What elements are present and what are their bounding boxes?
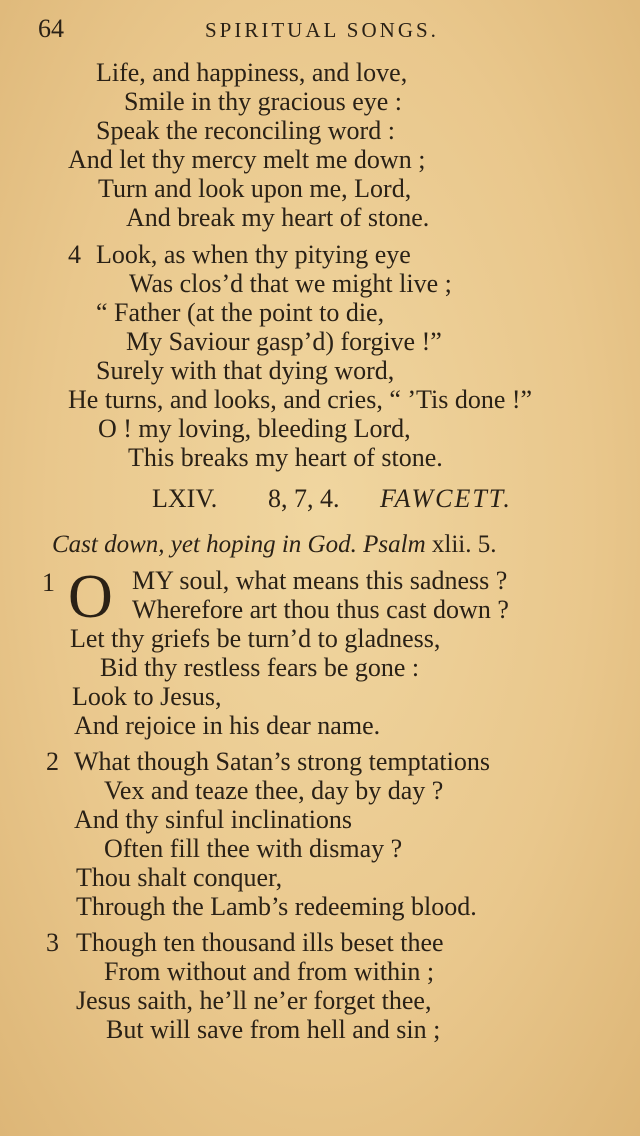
verse-line: O ! my loving, bleeding Lord,: [98, 414, 411, 443]
verse-line: Surely with that dying word,: [96, 356, 395, 385]
hymn-heading: [0, 484, 640, 516]
subtitle-part: Cast down,: [52, 531, 165, 558]
verse-line: Smile in thy gracious eye :: [124, 87, 403, 116]
verse-line: Bid thy restless fears be gone :: [100, 653, 420, 682]
verse-line: Jesus saith, he’ll ne’er forget thee,: [76, 986, 432, 1015]
hymn-author: FAWCETT.: [380, 484, 512, 513]
verse-line: Wherefore art thou thus cast down ?: [132, 595, 509, 624]
page-number: 64: [38, 14, 64, 43]
page-header: [0, 14, 640, 48]
verse-line: And thy sinful inclinations: [74, 805, 353, 834]
stanza-number: 2: [46, 747, 59, 776]
drop-cap: O: [68, 563, 113, 631]
hymn-subtitle: [52, 530, 496, 560]
verse-line: Life, and happiness, and love,: [96, 58, 408, 87]
verse-line: Let thy griefs be turn’d to gladness,: [70, 624, 441, 653]
verse-line: Was clos’d that we might live ;: [129, 269, 452, 298]
verse-line: He turns, and looks, and cries, “ ’Tis done !”: [68, 385, 533, 414]
running-title: SPIRITUAL SONGS.: [205, 18, 439, 42]
hymn-meter: 8, 7, 4.: [268, 484, 340, 513]
verse-line: Look to Jesus,: [72, 682, 222, 711]
stanza-number: 1: [42, 568, 55, 597]
verse-line: Through the Lamb’s redeeming blood.: [76, 892, 477, 921]
verse-line: And rejoice in his dear name.: [74, 711, 381, 740]
stanza-number: 4: [68, 240, 81, 269]
verse-line: This breaks my heart of stone.: [128, 443, 443, 472]
verse-line: What though Satan’s strong temptations: [74, 747, 490, 776]
verse-line: And let thy mercy melt me down ;: [68, 145, 426, 174]
verse-line: From without and from within ;: [104, 957, 435, 986]
subtitle-part: yet hoping in God.: [170, 531, 357, 558]
verse-line: Thou shalt conquer,: [76, 863, 283, 892]
scripture-reference: xlii. 5.: [431, 531, 497, 558]
verse-line: Speak the reconciling word :: [96, 116, 395, 145]
verse-line: Often fill thee with dismay ?: [104, 834, 403, 863]
verse-line: And break my heart of stone.: [126, 203, 430, 232]
verse-line: Though ten thousand ills beset thee: [76, 928, 444, 957]
hymn-number: LXIV.: [152, 484, 218, 513]
verse-line: My Saviour gasp’d) forgive !”: [126, 327, 442, 356]
verse-line: MY soul, what means this sadness ?: [132, 566, 508, 595]
verse-line: But will save from hell and sin ;: [106, 1015, 441, 1044]
verse-line: Look, as when thy pitying eye: [96, 240, 411, 269]
verse-line: Turn and look upon me, Lord,: [98, 174, 412, 203]
verse-line: Vex and teaze thee, day by day ?: [104, 776, 444, 805]
subtitle-part: Psalm: [363, 531, 426, 558]
stanza-number: 3: [46, 928, 59, 957]
verse-line: “ Father (at the point to die,: [96, 298, 385, 327]
